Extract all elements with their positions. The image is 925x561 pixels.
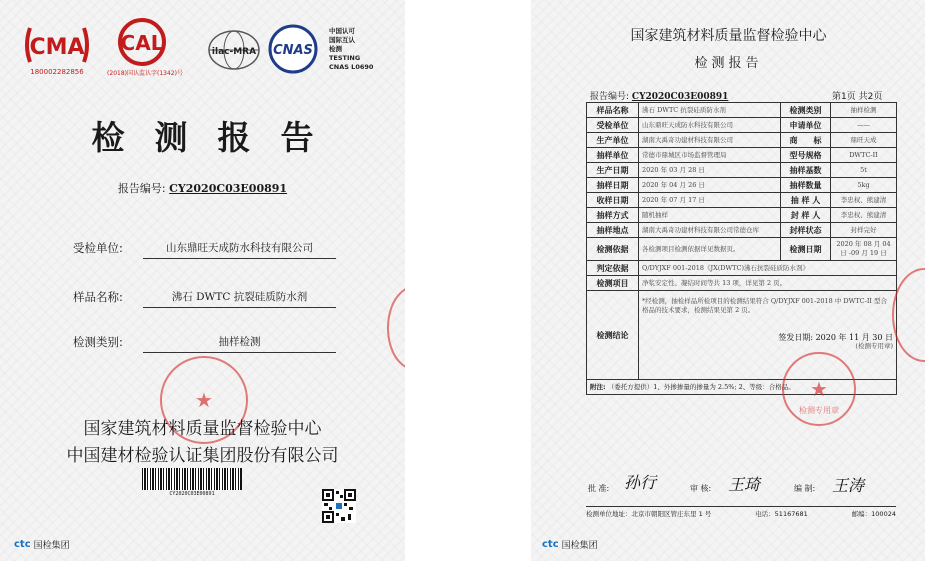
field-label: 申请单位 (781, 118, 831, 133)
table-row: 附注: （委托方提供）1、外掺掺量的掺量为 2.5%; 2、等级：合格品。 (587, 380, 897, 395)
field-label: 封样状态 (781, 223, 831, 238)
table-row (587, 193, 897, 208)
field-value: 随机抽样 (639, 208, 781, 223)
ctc-footer-logo: ctc 国检集团 (14, 539, 70, 551)
svg-text:CNAS: CNAS (273, 43, 313, 58)
field-value: 各检测项目检测依据详见数据页。 (639, 238, 781, 261)
ctc-footer-logo: ctc 国检集团 (542, 539, 598, 551)
field-label: 封 样 人 (781, 208, 831, 223)
field-label: 检测类别 (781, 103, 831, 118)
field-label: 受检单位 (587, 118, 639, 133)
qr-code-icon (322, 489, 356, 523)
cma-number: 180002282856 (30, 68, 84, 76)
table-row: 检测结论 *经检测，抽检样品所检项目的检测结果符合 Q/DYJXF 001-2018 中 DWTC-II 型合格品的技术要求，检测结果见第 2 页。 签发日期: 2020 年 11 月 30 日 (检测专用章) (587, 291, 897, 380)
review-signature: 王琦 (728, 475, 761, 494)
detail-org-name: 国家建筑材料质量监督检验中心 (630, 28, 827, 44)
field-value: 湖南大禹奇功建材科技有限公司 (639, 133, 781, 148)
sample-name-value: 沸石 DWTC 抗裂硅质防水剂 (143, 289, 336, 308)
table-row (587, 208, 897, 223)
svg-text:CAL: CAL (120, 31, 164, 55)
field-label: 检测依据 (587, 238, 639, 261)
cnas-logo-icon (262, 24, 324, 74)
table-row (587, 118, 897, 133)
table-row (587, 223, 897, 238)
field-value: DWTC-II (831, 148, 897, 163)
report-cover-page (0, 0, 405, 561)
lab-phone: 电话：51167681 (755, 510, 808, 518)
lab-postcode: 邮编：100024 (851, 510, 896, 518)
field-value: 湖南大禹奇功建材科技有限公司常德仓库 (639, 223, 781, 238)
table-row (587, 163, 897, 178)
cal-logo-icon (113, 16, 171, 68)
cover-org-name-2: 中国建材检验认证集团股份有限公司 (66, 446, 339, 466)
review-label: 审 核: (690, 484, 712, 493)
cover-org-name-1: 国家建筑材料质量监督检验中心 (83, 419, 322, 439)
field-value: 2020 年 08 月 04 日 -09 月 19 日 (831, 238, 897, 261)
issue-date: 签发日期: 2020 年 11 月 30 日 (778, 333, 893, 342)
red-seal-stamp-icon: ★ (160, 356, 248, 444)
svg-text:ilac-MRA: ilac-MRA (211, 47, 257, 57)
cnas-accreditation-text: 中国认可 国际互认 检测 TESTING CNAS L0690 (329, 27, 374, 71)
page-indicator: 第1页 共2页 (832, 92, 883, 102)
table-row (587, 133, 897, 148)
field-label: 型号规格 (781, 148, 831, 163)
field-value: 2020 年 03 月 28 日 (639, 163, 781, 178)
ctc-logo-icon: ctc (542, 539, 559, 550)
field-label: 生产单位 (587, 133, 639, 148)
field-value: 常德市鼎城区市场监督管理局 (639, 148, 781, 163)
field-label: 抽样单位 (587, 148, 639, 163)
field-value: 山东鼎旺天成防水科技有限公司 (639, 118, 781, 133)
red-seal-stamp-icon: ★ 检测专用章 (782, 352, 856, 426)
test-category-label: 检测类别: (73, 335, 123, 349)
approve-signature: 孙行 (624, 473, 657, 492)
cal-number: (2018)国认监认字(1342)号 (107, 70, 183, 77)
field-value: 李忠权、熊建清 (831, 208, 897, 223)
lab-address: 检测单位地址：北京市朝阳区管庄东里 1 号 (586, 510, 712, 518)
table-row (587, 238, 897, 261)
table-row (587, 148, 897, 163)
field-value: 封样完好 (831, 223, 897, 238)
cover-title: 检测报告 (91, 118, 344, 157)
table-row: 检测项目 净浆安定性、凝结时间等共 13 项，详见第 2 页。 (587, 276, 897, 291)
stamp-note: (检测专用章) (855, 342, 893, 350)
detail-report-number: 报告编号: CY2020C03E00891 (590, 92, 729, 102)
field-label: 抽样地点 (587, 223, 639, 238)
field-label: 样品名称 (587, 103, 639, 118)
ilac-mra-logo-icon (207, 28, 261, 72)
field-label: 抽样数量 (781, 178, 831, 193)
red-seal-stamp-edge-icon (387, 286, 405, 370)
field-label: 抽 样 人 (781, 193, 831, 208)
sample-name-label: 样品名称: (73, 290, 123, 304)
compile-label: 编 制: (794, 484, 816, 493)
field-label: 抽样日期 (587, 178, 639, 193)
field-value: 抽样检测 (831, 103, 897, 118)
field-label: 检测日期 (781, 238, 831, 261)
field-value: 李忠权、熊建清 (831, 193, 897, 208)
field-value: 2020 年 04 月 26 日 (639, 178, 781, 193)
field-label: 商 标 (781, 133, 831, 148)
ctc-logo-icon: ctc (14, 539, 31, 550)
field-label: 抽样方式 (587, 208, 639, 223)
table-row (587, 103, 897, 118)
test-category-value: 抽样检测 (143, 334, 336, 353)
report-table (586, 102, 897, 395)
detail-title: 检测报告 (694, 56, 763, 71)
barcode-number: CY2020C03E00891 (169, 491, 215, 497)
lab-address-bar (586, 506, 896, 518)
table-row (587, 178, 897, 193)
field-label: 生产日期 (587, 163, 639, 178)
inspected-unit-value: 山东鼎旺天成防水科技有限公司 (143, 240, 336, 259)
field-value: —— (831, 118, 897, 133)
barcode-icon (142, 468, 242, 490)
table-row: 判定依据 Q/DYJXF 001-2018《JX(DWTC)沸石抗裂硅质防水剂》 (587, 261, 897, 276)
svg-text:CMA: CMA (29, 35, 85, 60)
cover-report-number: 报告编号: CY2020C03E00891 (117, 182, 288, 195)
field-value: 2020 年 07 月 17 日 (639, 193, 781, 208)
field-label: 抽样基数 (781, 163, 831, 178)
inspected-unit-label: 受检单位: (73, 241, 123, 255)
compile-signature: 王涛 (832, 476, 865, 495)
field-label: 收样日期 (587, 193, 639, 208)
conclusion-text: *经检测，抽检样品所检项目的检测结果符合 Q/DYJXF 001-2018 中 DWTC-II 型合格品的技术要求，检测结果见第 2 页。 (642, 297, 888, 314)
field-value: 5kg (831, 178, 897, 193)
report-detail-page (532, 0, 925, 561)
cma-logo-icon (22, 20, 92, 70)
field-value: 5t (831, 163, 897, 178)
field-value: 沸石 DWTC 抗裂硅质防水剂 (639, 103, 781, 118)
field-value: 鼎旺天成 (831, 133, 897, 148)
approve-label: 批 准: (588, 484, 610, 493)
